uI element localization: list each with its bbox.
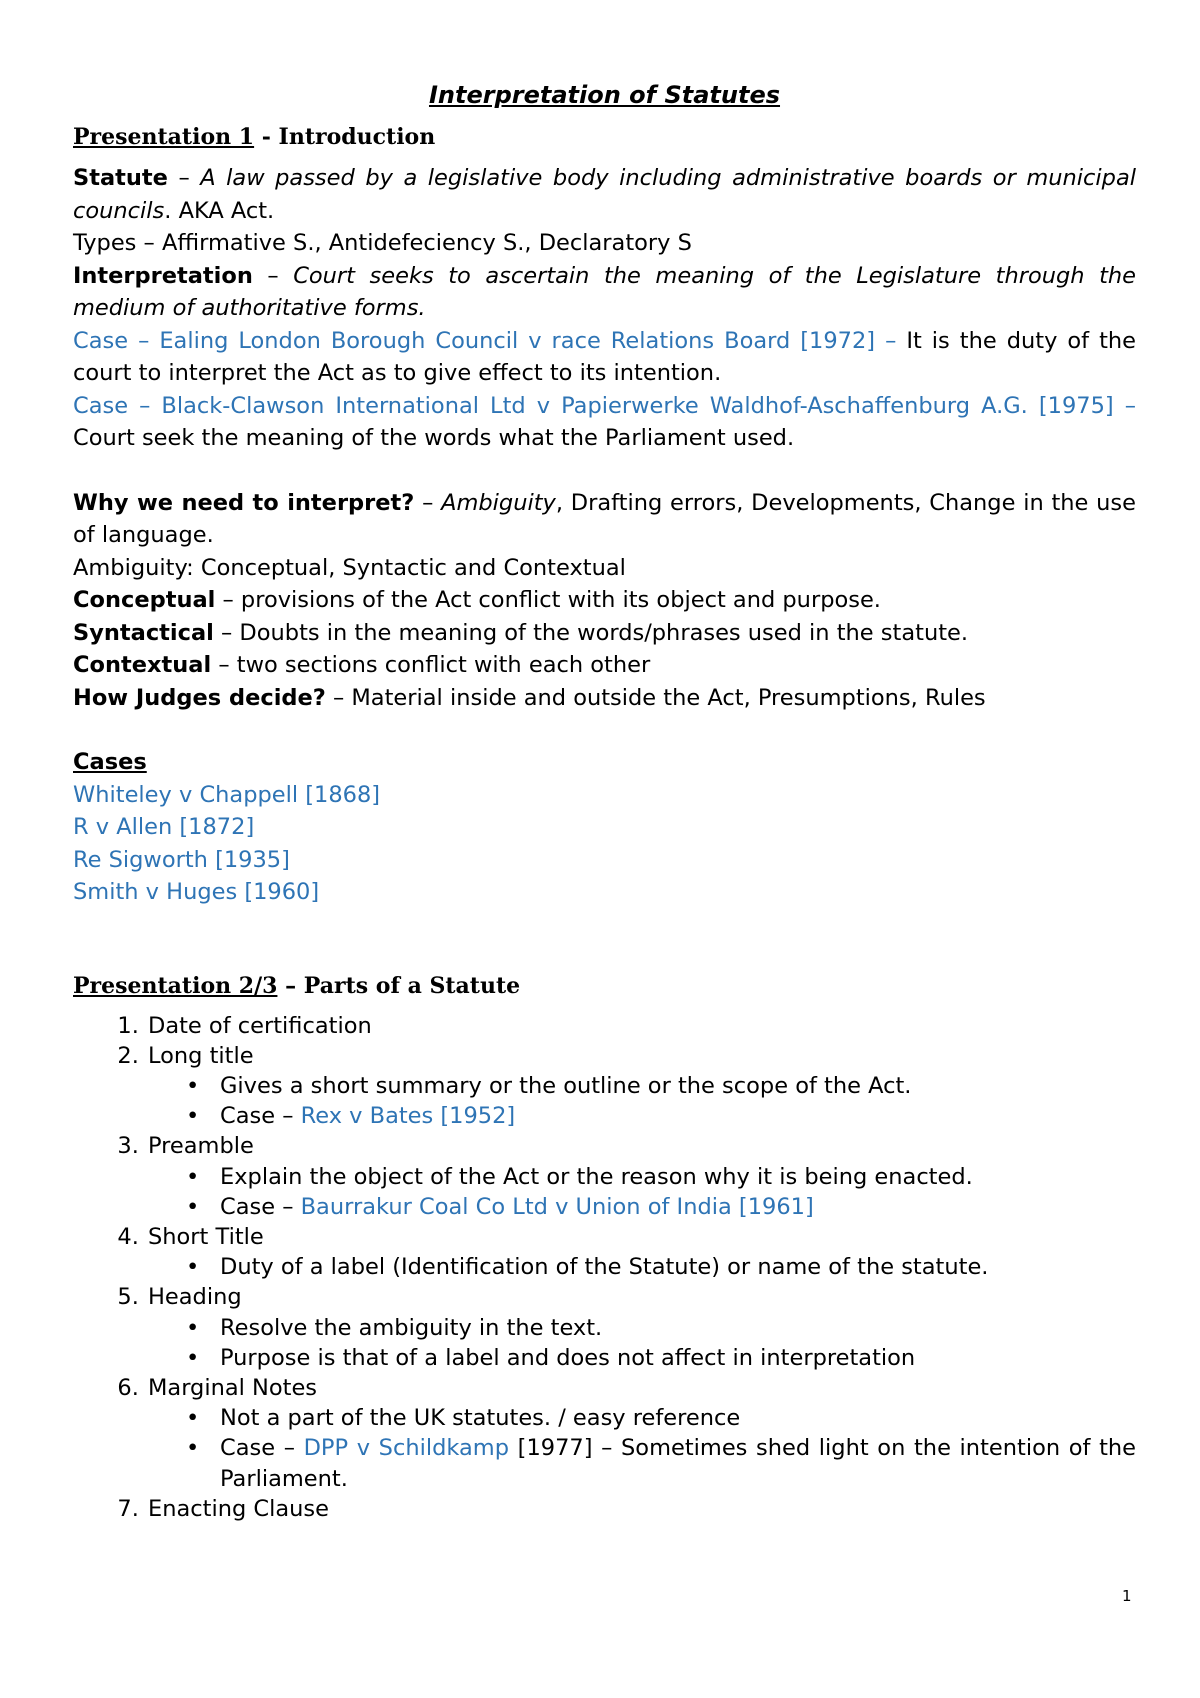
part-label: Preamble [148,1133,254,1160]
presentation-2-heading [73,971,1136,1001]
sub-list [148,1071,1136,1131]
interpretation-definition-text: Court seeks to ascertain the meaning of the Legislature through the medium of authoritative forms. [73,262,1136,321]
case-name: Rex v Bates [1952] [300,1103,516,1130]
interpretation-term: Interpretation [73,262,253,289]
syntactical-text: – Doubts in the meaning of the words/phrases used in the statute. [213,619,969,646]
part-label: Date of certification [148,1012,372,1039]
why-interpret-ambiguity: Ambiguity [441,489,556,516]
statute-aka: . AKA Act. [164,197,275,224]
conceptual-line [73,584,1136,617]
case-name: Baurrakur Coal Co Ltd v Union of India [1961] [300,1193,814,1220]
spacer [73,714,1136,746]
presentation-2-label: Presentation 2/3 [73,972,278,999]
judges-line [73,682,1136,715]
part-label: Enacting Clause [148,1495,329,1522]
case-name: DPP v Schildkamp [303,1435,510,1462]
presentation-1-heading [73,122,1136,152]
presentation-1-label: Presentation 1 [73,124,255,150]
spacer [73,909,1136,971]
case-note: [1977] – Sometimes shed light on the intention of the Parliament. [220,1435,1136,1492]
part-label: Marginal Notes [148,1374,318,1401]
sub-list-item: • Duty of a label (Identification of the Statute) or name of the statute. [220,1252,1136,1282]
sub-list-item: • Not a part of the UK statutes. / easy reference [220,1403,1136,1433]
case-list-item: Whiteley v Chappell [1868] [73,781,381,808]
list-item [146,1222,1136,1282]
why-interpret [73,487,1136,552]
sub-list-item: • Gives a short summary or the outline or the scope of the Act. [220,1071,1136,1101]
case-list-item: Smith v Huges [1960] [73,879,320,905]
case-black-clawson-name: Case – Black-Clawson International Ltd v Papierwerke Waldhof-Aschaffenburg A.G. [1975] – [73,392,1136,419]
why-interpret-term: Why we need to interpret? [73,489,415,516]
list-item [146,1494,1136,1524]
interpretation-definition [73,260,1136,325]
sub-list [148,1313,1136,1373]
case-prefix: Case – [220,1103,301,1130]
list-item [146,1041,1136,1132]
sub-list-item: • Explain the object of the Act or the reason why it is being enacted. [220,1162,1136,1192]
statute-definition [73,162,1136,227]
part-label: Long title [148,1042,254,1069]
why-interpret-dash: – [414,489,442,516]
judges-text: – Material inside and outside the Act, Presumptions, Rules [325,684,986,711]
presentation-1-separator: - [254,124,279,150]
sub-list-item: • Purpose is that of a label and does not affect in interpretation [220,1343,1136,1373]
presentation-2-subtitle: Parts of a Statute [303,972,521,999]
case-prefix: Case – [220,1193,301,1220]
interpretation-dash: – [252,262,294,289]
conceptual-term: Conceptual [73,587,216,613]
statute-types: Types – Affirmative S., Antidefeciency S., Declaratory S [73,230,692,256]
document-title: Interpretation of Statutes [428,81,781,109]
sub-list [148,1252,1136,1282]
document-body [73,78,1136,1524]
list-item [146,1011,1136,1041]
case-black-clawson [73,390,1136,455]
case-ealing-text: It is the duty of the court to interpret the Act as to give effect to its intention. [73,327,1137,386]
spacer [73,455,1136,487]
presentation-1-subtitle: Introduction [278,124,436,150]
statute-dash: – [167,165,201,191]
part-label: Heading [148,1284,242,1311]
case-ealing [73,325,1136,390]
sub-list-item [220,1192,1136,1222]
contextual-line [73,649,1136,682]
statute-parts-list [73,1011,1136,1524]
sub-list [148,1162,1136,1222]
list-item [146,1131,1136,1222]
why-interpret-rest: , Drafting errors, Developments, Change in the use of language. [73,489,1136,548]
sub-list-item: • Resolve the ambiguity in the text. [220,1313,1136,1343]
part-label: Short Title [148,1223,264,1250]
syntactical-line [73,617,1136,650]
sub-list-item [220,1433,1136,1493]
statute-term: Statute [73,165,168,191]
judges-term: How Judges decide? [73,684,326,711]
case-black-clawson-text: Court seek the meaning of the words what the Parliament used. [73,425,795,451]
sub-list [148,1403,1136,1494]
sub-list-item [220,1101,1136,1131]
list-item [146,1282,1136,1373]
cases-heading: Cases [73,749,147,775]
case-list-item: Re Sigworth [1935] [73,846,290,873]
list-item [146,1373,1136,1494]
contextual-term: Contextual [73,652,212,678]
conceptual-text: – provisions of the Act conflict with its object and purpose. [215,587,881,613]
ambiguity-types: Ambiguity: Conceptual, Syntactic and Contextual [73,554,626,581]
case-ealing-name: Case – Ealing London Borough Council v race Relations Board [1972] – [73,327,897,354]
statute-definition-text: A law passed by a legislative body including administrative boards or municipal councils [73,165,1136,224]
page-number: 1 [1122,1587,1132,1605]
syntactical-term: Syntactical [73,619,214,646]
case-list-item: R v Allen [1872] [73,814,255,840]
presentation-2-separator: – [277,972,304,999]
case-prefix: Case – [220,1435,304,1462]
contextual-text: – two sections conflict with each other [211,652,651,678]
